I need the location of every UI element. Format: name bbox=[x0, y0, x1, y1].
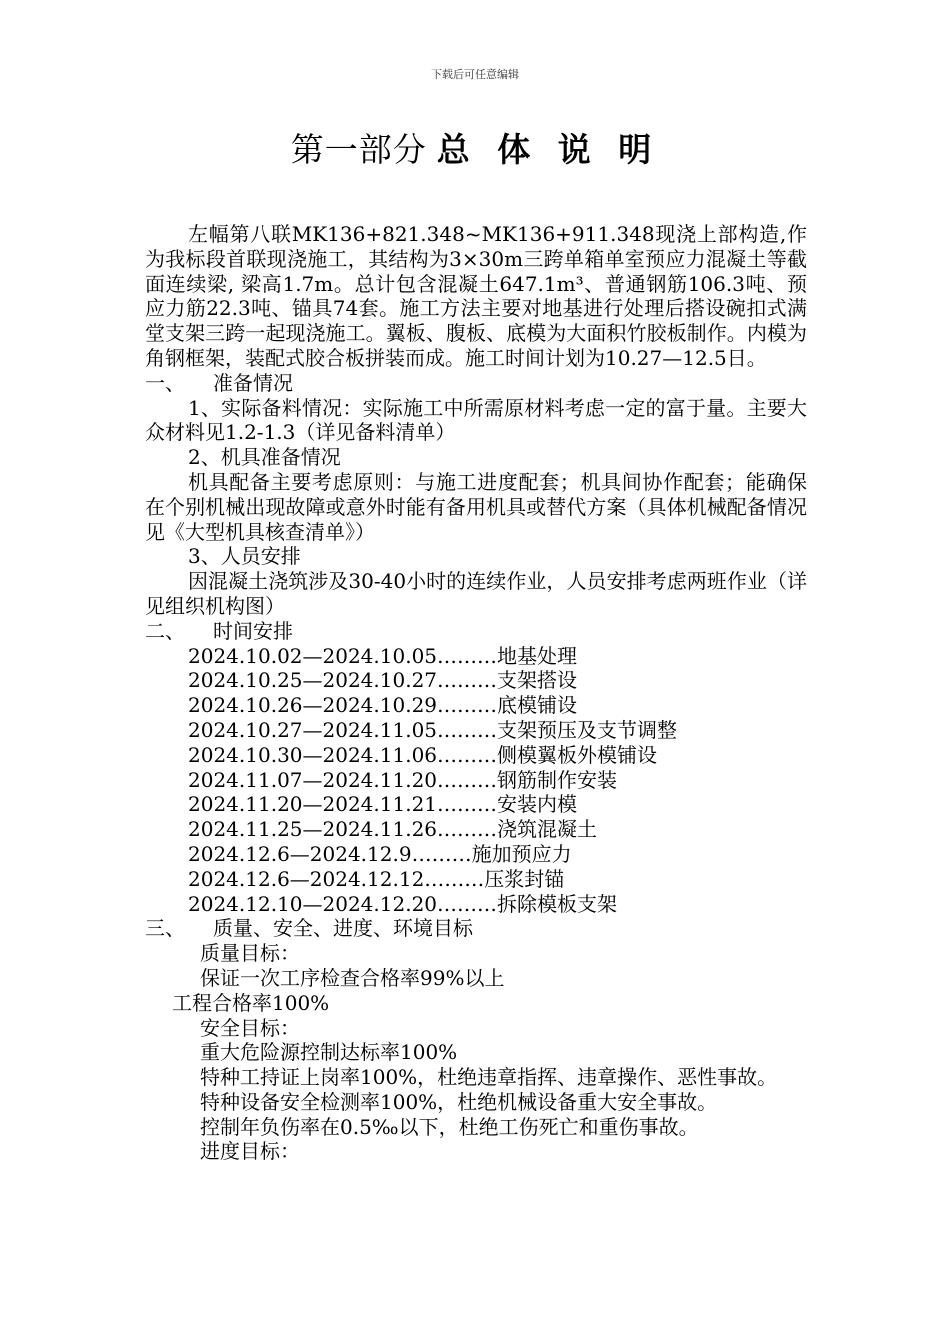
section-1-heading bbox=[145, 371, 807, 396]
safety-target-3: 特种设备安全检测率100%，杜绝机械设备重大安全事故。 bbox=[200, 1089, 718, 1114]
intro-paragraph: 左幅第八联MK136+821.348~MK136+911.348现浇上部构造,作为我标段首联现浇施工，其结构为3×30m三跨单箱单室预应力混凝土等截面连续梁, 梁高1.7m。总计包含混凝土647.1m³、普通钢筋106.3吨、预应力筋22.3吨、锚具74套。施工方法主要对地基进行处理后搭设碗扣式满堂支架三跨一起现浇施工。翼板、腹板、底模为大面积竹胶板制作。内模为角钢框架，装配式胶合板拼装而成。施工时间计划为10.27—12.5日。 bbox=[145, 222, 807, 370]
safety-target-2: 特种工持证上岗率100%，杜绝违章指挥、违章操作、恶性事故。 bbox=[200, 1065, 778, 1090]
title-main: 总 体 说 明 bbox=[436, 130, 660, 169]
quality-target-1: 保证一次工序检查合格率99%以上 bbox=[200, 965, 505, 990]
schedule-item: 2024.12.6—2024.12.9………施加预应力 bbox=[188, 841, 572, 866]
section-2-heading bbox=[145, 619, 807, 644]
page-header: 下载后可任意编辑 bbox=[431, 68, 519, 81]
schedule-item: 2024.11.25—2024.11.26………浇筑混凝土 bbox=[188, 817, 598, 842]
section-1-item-2-title: 2、机具准备情况 bbox=[188, 445, 341, 470]
document-body bbox=[145, 222, 807, 1164]
section-2-number: 二、 bbox=[145, 618, 185, 643]
section-1-title: 准备情况 bbox=[213, 370, 293, 395]
schedule-item: 2024.11.20—2024.11.21………安装内模 bbox=[188, 792, 578, 817]
safety-target-4: 控制年负伤率在0.5‰以下，杜绝工伤死亡和重伤事故。 bbox=[200, 1114, 699, 1139]
section-1-item-3-text: 因混凝土浇筑涉及30-40小时的连续作业，人员安排考虑两班作业（详见组织机构图） bbox=[145, 569, 807, 618]
section-1-item-3-title: 3、人员安排 bbox=[188, 544, 301, 569]
section-1-item-1: 1、实际备料情况：实际施工中所需原材料考虑一定的富于量。主要大众材料见1.2-1.3（详见备料清单） bbox=[145, 395, 807, 445]
safety-label: 安全目标： bbox=[200, 1015, 300, 1040]
title-part: 第一部分 bbox=[290, 130, 427, 169]
safety-target-1: 重大危险源控制达标率100% bbox=[200, 1040, 458, 1065]
section-3-heading bbox=[145, 916, 807, 941]
section-1-item-2-text: 机具配备主要考虑原则：与施工进度配套；机具间协作配套；能确保在个别机械出现故障或意外时能有备用机具或替代方案（具体机械配备情况见《大型机具核查清单》） bbox=[145, 469, 807, 544]
quality-target-2: 工程合格率100% bbox=[172, 990, 330, 1015]
schedule-item: 2024.10.02—2024.10.05………地基处理 bbox=[188, 643, 578, 668]
schedule-item: 2024.11.07—2024.11.20………钢筋制作安装 bbox=[188, 767, 618, 792]
schedule-item: 2024.12.6—2024.12.12………压浆封锚 bbox=[188, 866, 565, 891]
section-1-number: 一、 bbox=[145, 370, 185, 395]
schedule-item: 2024.10.26—2024.10.29………底模铺设 bbox=[188, 693, 578, 718]
section-3-number: 三、 bbox=[145, 916, 185, 941]
schedule-item: 2024.10.27—2024.11.05………支架预压及支节调整 bbox=[188, 717, 678, 742]
progress-label: 进度目标： bbox=[200, 1139, 300, 1164]
section-2-title: 时间安排 bbox=[213, 618, 293, 643]
schedule-item: 2024.10.30—2024.11.06………侧模翼板外模铺设 bbox=[188, 742, 658, 767]
section-3-title: 质量、安全、进度、环境目标 bbox=[213, 916, 473, 941]
schedule-item: 2024.12.10—2024.12.20………拆除模板支架 bbox=[188, 891, 618, 916]
page-title bbox=[0, 128, 950, 172]
schedule-item: 2024.10.25—2024.10.27………支架搭设 bbox=[188, 668, 578, 693]
quality-label: 质量目标： bbox=[200, 941, 300, 966]
